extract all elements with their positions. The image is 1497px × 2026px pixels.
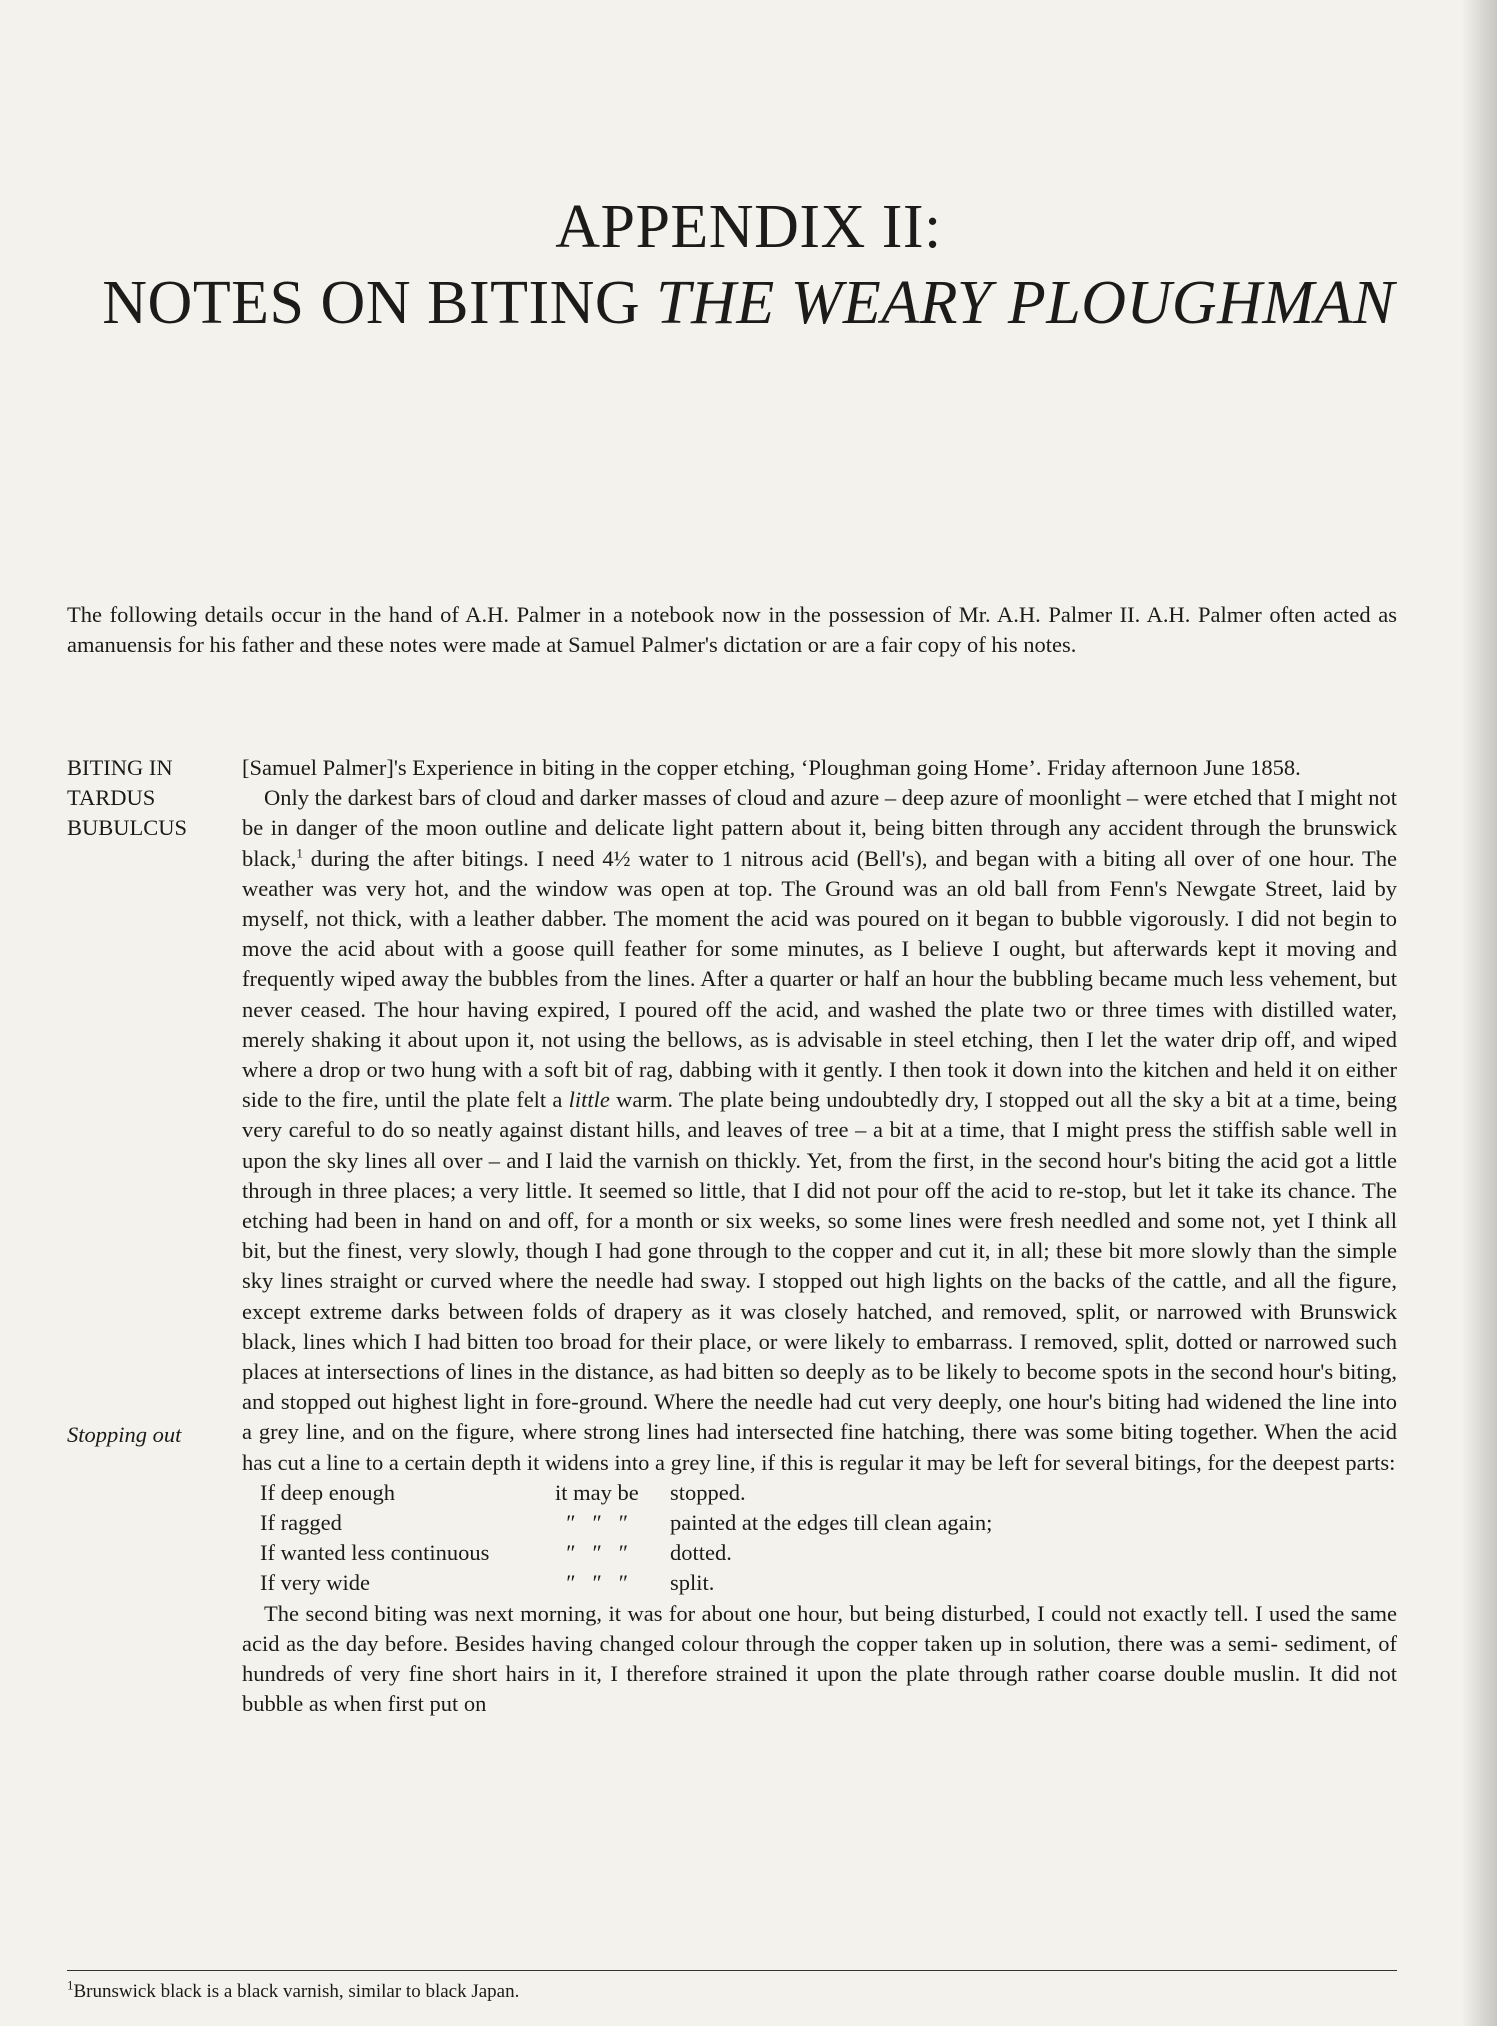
body-text: [242, 753, 1397, 1720]
result: dotted.: [670, 1540, 732, 1566]
appendix-subheading: [0, 269, 1497, 337]
footnote-number: 1: [67, 1977, 74, 1993]
result: split.: [670, 1570, 715, 1596]
footnote-reference: 1: [296, 845, 303, 861]
conditions-row: [260, 1508, 992, 1538]
footnote-divider: [67, 1970, 1397, 1971]
connector: it may be: [555, 1479, 639, 1505]
connector: ″ ″ ″: [555, 1510, 629, 1536]
margin-note-stopping-out: Stopping out: [67, 1422, 182, 1447]
subheading-italic-title: THE WEARY PLOUGHMAN: [656, 269, 1395, 337]
connector: ″ ″ ″: [555, 1570, 629, 1596]
margin-note-line: BUBULCUS: [67, 815, 188, 840]
appendix-heading: APPENDIX II:: [555, 193, 942, 261]
condition: If wanted less continuous: [260, 1540, 490, 1566]
margin-note-line: TARDUS: [67, 785, 156, 810]
connector: ″ ″ ″: [555, 1540, 629, 1566]
text-run: during the after bitings. I need 4½ water to 1 nitrous acid (Bell's), and began with a biting all over of one hour. The weather was very hot, and the window was open at top. The Ground was an old ball from Fenn's Newgate Street, laid by myself, not thick, with a leather dabber. The moment the acid was poured on it began to bubble vigorously. I did not begin to move the acid about with a goose quill feather for some minutes, as I believe I ought, but afterwards kept it moving and frequently wiped away the bubbles from the lines. After a quarter or half an hour the bubbling became much less vehement, but never ceased. The hour having expired, I poured off the acid, and washed the plate two or three times with distilled water, merely shaking it about upon it, not using the bellows, as is advisable in steel etching, then I let the water drip off, and wiped where a drop or two hung with a soft bit of rag, dabbing with it gently. I then took it down into the kitchen and held it on either side to the fire, until the plate felt a: [242, 845, 1397, 1113]
condition: If deep enough: [260, 1479, 395, 1505]
conditions-row: [260, 1568, 992, 1598]
result: painted at the edges till clean again;: [670, 1510, 993, 1536]
text-run: Only the darkest bars of cloud and darker masses of cloud and azure – deep azure of moonlight – were etched that I might not be in danger of the moon outline and delicate light pattern about it, being bitten through any accident through the brunswick black,: [242, 785, 1397, 871]
conditions-row: [260, 1538, 992, 1568]
condition: If very wide: [260, 1570, 370, 1596]
text-run: warm. The plate being undoubtedly dry, I stopped out all the sky a bit at a time, being very careful to do so neatly against distant hills, and leaves of tree – a bit at a time, that I might press the stiffish sable well in upon the sky lines all over – and I laid the varnish on thickly. Yet, from the first, in the second hour's biting the acid got a little through in three places; a very little. It seemed so little, that I did not pour off the acid to re-stop, but let it take its chance. The etching had been in hand on and off, for a month or six weeks, so some lines were fresh needled and some not, yet I think all bit, but the finest, very slowly, though I had gone through to the copper and cut it, in all; these bit more slowly than the simple sky lines straight or curved where the needle had sway. I stopped out high lights on the backs of the cattle, and all the figure, except extreme darks between folds of drapery as it was closely hatched, and removed, split, or narrowed with Brunswick black, lines which I had bitten too broad for their place, or were likely to embarrass. I removed, split, dotted or narrowed such places at intersections of lines in the distance, as had bitten so deeply as to be likely to become spots in the second hour's biting, and stopped out highest light in fore-ground. Where the needle had cut very deeply, one hour's biting had widened the line into a grey line, and on the figure, where strong lines had intersected fine hatching, there was some biting together. When the acid has cut a line to a certain depth it widens into a grey line, if this is regular it may be left for several bitings, for the deepest parts:: [242, 1087, 1397, 1475]
footnote: [67, 1977, 520, 2004]
body-paragraph-3: The second biting was next morning, it was for about one hour, but being disturbed, I could not exactly tell. I used the same acid as the day before. Besides having changed colour through the copper taken up in solution, there was a semi- sediment, of hundreds of very fine short hairs in it, I therefore strained it upon the plate through rather coarse double muslin. It did not bubble as when first put on: [242, 1600, 1397, 1717]
body-paragraph-2: [242, 783, 1397, 1478]
condition: If ragged: [260, 1510, 342, 1536]
margin-note-biting: [67, 753, 187, 843]
result: stopped.: [670, 1479, 746, 1505]
margin-note-line: BITING IN: [67, 755, 173, 780]
subheading-plain: NOTES ON BITING: [102, 269, 657, 337]
italic-word: little: [568, 1087, 610, 1113]
intro-paragraph: The following details occur in the hand of A.H. Palmer in a notebook now in the possession of Mr. A.H. Palmer II. A.H. Palmer often acted as amanuensis for his father and these notes were made at Samuel Palmer's dictation or are a fair copy of his notes.: [67, 602, 1397, 657]
footnote-text: Brunswick black is a black varnish, similar to black Japan.: [73, 1981, 520, 2002]
conditions-row: [260, 1478, 992, 1508]
conditions-list: [260, 1478, 992, 1599]
body-paragraph-1: [Samuel Palmer]'s Experience in biting in the copper etching, ‘Ploughman going Home’. Friday afternoon June 1858.: [242, 755, 1301, 780]
